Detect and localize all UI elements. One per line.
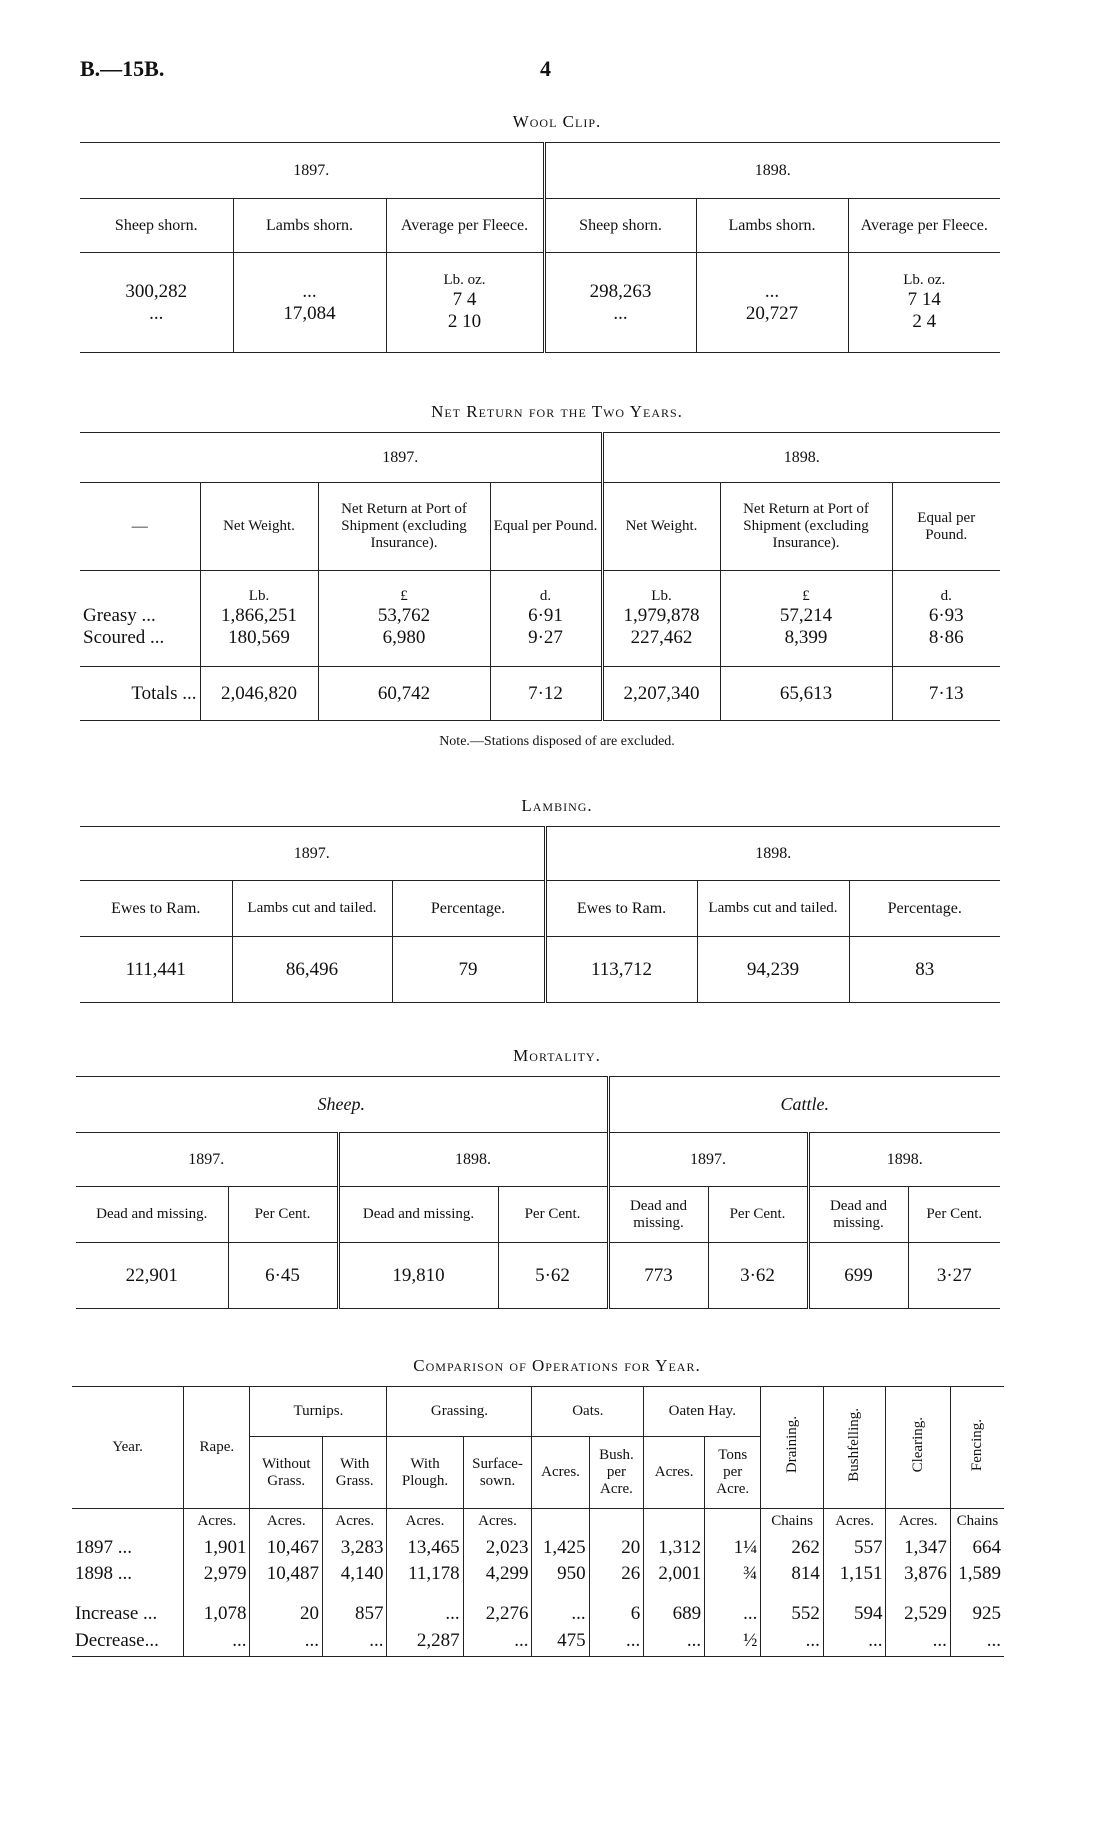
ops-cell: 2,001 (644, 1561, 705, 1587)
net-1897-weight-scoured: 180,569 (228, 627, 290, 648)
ops-cell: 11,178 (387, 1561, 463, 1587)
wool-header-sheep-1898: Sheep shorn. (544, 199, 696, 253)
wool-1898-sheep-other: ... (613, 302, 628, 324)
net-1898-weight-greasy: 1,979,878 (623, 605, 700, 626)
ops-cell: 1,312 (644, 1535, 705, 1561)
mortality-header-dead-s98: Dead and missing. (338, 1187, 498, 1243)
net-1898-return-cell (720, 571, 892, 667)
lambing-1898-ewes: 113,712 (545, 937, 697, 1003)
lambing-year-1898: 1898. (545, 827, 1000, 881)
lambing-1897-lambs: 86,496 (232, 937, 392, 1003)
wool-1897-sheep-other: ... (149, 302, 164, 324)
ops-unit-plough: Acres. (387, 1509, 463, 1535)
net-header-weight-1897: Net Weight. (200, 483, 318, 571)
ops-cell: ... (387, 1601, 463, 1627)
net-1897-equal-scoured: 9·27 (528, 627, 563, 648)
lambing-1897-pct: 79 (392, 937, 545, 1003)
net-label-scoured: Scoured ... (83, 627, 165, 648)
net-1897-return-cell (318, 571, 490, 667)
mortality-cattle-1897: 1897. (608, 1133, 808, 1187)
net-1898-return-scoured: 8,399 (784, 627, 828, 648)
ops-cell: ... (705, 1601, 761, 1627)
ops-cell: ¾ (705, 1561, 761, 1587)
ops-cell: 1,589 (950, 1561, 1004, 1587)
mortality-cattle-heading: Cattle. (608, 1077, 1000, 1133)
net-1898-equal-unit: d. (940, 588, 952, 604)
ops-cell: 1,901 (184, 1535, 250, 1561)
ops-cell: ... (184, 1627, 250, 1657)
ops-cell: 2,529 (886, 1601, 950, 1627)
net-1898-weight-scoured: 227,462 (630, 627, 693, 648)
ops-cell: 10,467 (250, 1535, 323, 1561)
ops-cell: 950 (532, 1561, 589, 1587)
ops-row-decrease (72, 1627, 1004, 1657)
net-header-equal-1898: Equal per Pound. (892, 483, 1000, 571)
ops-cell: 664 (950, 1535, 1004, 1561)
wool-1897-lambs-cell (233, 253, 386, 353)
lambing-header-lambs-1898: Lambs cut and tailed. (697, 881, 849, 937)
net-1898-return-greasy: 57,214 (779, 605, 833, 626)
net-1897-equal-cell (490, 571, 602, 667)
ops-row-label: 1897 ... (75, 1536, 132, 1558)
ops-cell: 1,151 (823, 1561, 886, 1587)
net-1897-equal-total: 7·12 (490, 667, 602, 721)
ops-unit-clearing: Acres. (886, 1509, 950, 1535)
ops-cell: ... (323, 1627, 387, 1657)
document-reference: B.—15B. (80, 56, 165, 81)
ops-cell: 594 (823, 1601, 886, 1627)
ops-cell: 1,347 (886, 1535, 950, 1561)
ops-cell: ... (250, 1627, 323, 1657)
net-1898-return-total: 65,613 (720, 667, 892, 721)
ops-unit-surface: Acres. (463, 1509, 532, 1535)
ops-header-with-plough: With Plough. (387, 1437, 463, 1509)
lambing-header-pct-1897: Percentage. (392, 881, 545, 937)
mortality-header-pct-s98: Per Cent. (498, 1187, 608, 1243)
wool-1897-avg-lambs: 2 10 (447, 311, 482, 332)
mortality-header-pct-c97: Per Cent. (708, 1187, 808, 1243)
ops-cell: ... (761, 1627, 824, 1657)
wool-1897-avg-sheep: 7 4 (452, 289, 477, 310)
net-1897-weight-cell (200, 571, 318, 667)
ops-cell: 3,876 (886, 1561, 950, 1587)
ops-cell: 13,465 (387, 1535, 463, 1561)
ops-cell: 857 (323, 1601, 387, 1627)
wool-1897-lambs-greasy: ... (302, 280, 317, 302)
wool-clip-table (80, 142, 1000, 353)
ops-row-label: Increase ... (75, 1602, 158, 1624)
ops-cell: 26 (589, 1561, 644, 1587)
ops-row-label: Decrease... (75, 1630, 159, 1652)
lambing-header-pct-1898: Percentage. (849, 881, 1000, 937)
net-1898-equal-total: 7·13 (892, 667, 1000, 721)
ops-cell: ... (886, 1627, 950, 1657)
lambing-header-lambs-1897: Lambs cut and tailed. (232, 881, 392, 937)
ops-cell: 2,979 (184, 1561, 250, 1587)
ops-unit-fencing: Chains (950, 1509, 1004, 1535)
net-1897-return-total: 60,742 (318, 667, 490, 721)
ops-header-bushfelling-cell (823, 1387, 886, 1509)
net-header-return-1897: Net Return at Port of Shipment (excluding Insurance). (318, 483, 490, 571)
wool-header-lambs-1898: Lambs shorn. (696, 199, 848, 253)
ops-cell: 552 (761, 1601, 824, 1627)
ops-header-oaten-hay: Oaten Hay. (644, 1387, 761, 1437)
wool-1898-avg-unit: Lb. oz. (903, 272, 946, 288)
ops-unit-blank (72, 1509, 184, 1535)
ops-cell: 10,487 (250, 1561, 323, 1587)
ops-header-turnips: Turnips. (250, 1387, 387, 1437)
wool-1897-sheep-cell (80, 253, 233, 353)
ops-header-rape: Rape. (184, 1387, 250, 1509)
wool-1898-lambs-greasy: ... (764, 280, 780, 302)
wool-clip-title: Wool Clip. (512, 112, 602, 131)
net-1898-equal-cell (892, 571, 1000, 667)
net-1897-weight-greasy: 1,866,251 (221, 605, 297, 626)
ops-cell: ... (532, 1601, 589, 1627)
net-1898-return-unit: £ (802, 588, 810, 604)
ops-cell: 1,078 (184, 1601, 250, 1627)
net-1898-weight-cell (602, 571, 720, 667)
wool-year-1898: 1898. (544, 143, 1000, 199)
ops-header-surface-sown: Surface-sown. (463, 1437, 532, 1509)
ops-cell: 557 (823, 1535, 886, 1561)
operations-title: Comparison of Operations for Year. (413, 1356, 701, 1375)
ops-header-grassing: Grassing. (387, 1387, 532, 1437)
ops-cell: 4,140 (323, 1561, 387, 1587)
ops-cell: 475 (532, 1627, 589, 1657)
ops-cell: 1,425 (532, 1535, 589, 1561)
net-1897-weight-total: 2,046,820 (200, 667, 318, 721)
wool-1897-avg-unit: Lb. oz. (443, 272, 486, 288)
page-number: 4 (540, 56, 551, 81)
mortality-sheep-heading: Sheep. (317, 1094, 365, 1114)
ops-header-hay-tons: Tons per Acre. (705, 1437, 761, 1509)
net-year-1897: 1897. (382, 448, 419, 466)
lambing-year-1897: 1897. (293, 844, 330, 862)
ops-unit-with: Acres. (323, 1509, 387, 1535)
net-header-return-1898: Net Return at Port of Shipment (excluding Insurance). (720, 483, 892, 571)
mortality-header-dead-c97: Dead and missing. (608, 1187, 708, 1243)
net-return-table (80, 432, 1000, 721)
mortality-header-dead-c98: Dead and missing. (808, 1187, 908, 1243)
ops-header-clearing: Clearing. (909, 1417, 926, 1473)
ops-cell: 6 (589, 1601, 644, 1627)
mortality-table (76, 1076, 1000, 1309)
ops-unit-rape: Acres. (184, 1509, 250, 1535)
net-1897-return-unit: £ (400, 588, 408, 604)
mortality-sheep-1898: 1898. (338, 1133, 608, 1187)
ops-cell: 20 (589, 1535, 644, 1561)
mortality-sheep-1897-dead: 22,901 (125, 1264, 178, 1286)
wool-header-avg-1897: Average per Fleece. (386, 199, 544, 253)
ops-row-1897 (72, 1535, 1004, 1561)
net-1898-weight-unit: Lb. (651, 588, 672, 604)
ops-cell: ½ (705, 1627, 761, 1657)
ops-row-label: 1898 ... (75, 1562, 132, 1584)
wool-1897-sheep-greasy: 300,282 (125, 280, 188, 302)
ops-cell: 814 (761, 1561, 824, 1587)
ops-cell: ... (823, 1627, 886, 1657)
ops-row-increase (72, 1601, 1004, 1627)
ops-header-oats-bush: Bush. per Acre. (589, 1437, 644, 1509)
mortality-cattle-1897-dead: 773 (608, 1243, 708, 1309)
mortality-header-pct-c98: Per Cent. (908, 1187, 1000, 1243)
ops-header-clearing-cell (886, 1387, 950, 1509)
wool-header-avg-1898: Average per Fleece. (848, 199, 1000, 253)
net-1898-equal-scoured: 8·86 (928, 627, 964, 648)
net-return-note: Note.—Stations disposed of are excluded. (439, 734, 675, 749)
net-1897-equal-greasy: 6·91 (528, 605, 563, 626)
lambing-header-ewes-1898: Ewes to Ram. (545, 881, 697, 937)
net-label-greasy: Greasy ... (83, 605, 156, 626)
wool-1898-sheep-cell (544, 253, 696, 353)
mortality-cattle-1898-dead: 699 (808, 1243, 908, 1309)
net-dash-header: — (131, 517, 148, 535)
net-return-title: Net Return for the Two Years. (431, 402, 683, 421)
ops-cell: 2,023 (463, 1535, 532, 1561)
wool-1898-avg-lambs: 2 4 (912, 311, 937, 332)
ops-cell: 925 (950, 1601, 1004, 1627)
mortality-cattle-1897-pct: 3·62 (708, 1243, 808, 1309)
wool-1898-sheep-greasy: 298,263 (589, 280, 652, 302)
wool-year-1897: 1897. (293, 161, 330, 179)
ops-header-draining: Draining. (783, 1416, 800, 1474)
mortality-sheep-1898-pct: 5·62 (498, 1243, 608, 1309)
ops-header-with-grass: With Grass. (323, 1437, 387, 1509)
net-blank-head (80, 433, 200, 483)
mortality-sheep-1897-pct: 6·45 (228, 1243, 338, 1309)
ops-header-without-grass: Without Grass. (250, 1437, 323, 1509)
ops-cell: 3,283 (323, 1535, 387, 1561)
ops-cell: 4,299 (463, 1561, 532, 1587)
ops-cell: 689 (644, 1601, 705, 1627)
wool-1898-lambs-other: 20,727 (745, 302, 799, 324)
lambing-table (80, 826, 1000, 1003)
ops-cell: 2,276 (463, 1601, 532, 1627)
wool-1898-lambs-cell (696, 253, 848, 353)
net-header-equal-1897: Equal per Pound. (490, 483, 602, 571)
mortality-header-pct-s97: Per Cent. (228, 1187, 338, 1243)
ops-header-oats: Oats. (532, 1387, 644, 1437)
net-1897-equal-unit: d. (539, 588, 552, 604)
ops-header-fencing-cell (950, 1387, 1004, 1509)
net-1897-return-greasy: 53,762 (377, 605, 431, 626)
lambing-title: Lambing. (521, 796, 593, 815)
wool-1898-avg-sheep: 7 14 (907, 289, 941, 310)
lambing-1898-lambs: 94,239 (697, 937, 849, 1003)
mortality-header-dead-s97: Dead and missing. (96, 1206, 208, 1222)
net-1898-equal-greasy: 6·93 (928, 605, 964, 626)
ops-header-oats-acres: Acres. (532, 1437, 589, 1509)
wool-header-lambs-1897: Lambs shorn. (233, 199, 386, 253)
ops-unit-draining: Chains (761, 1509, 824, 1535)
wool-1897-lambs-other: 17,084 (283, 302, 336, 324)
mortality-sheep-1898-dead: 19,810 (338, 1243, 498, 1309)
net-1897-weight-unit: Lb. (248, 588, 270, 604)
ops-row-1898 (72, 1561, 1004, 1587)
net-1897-return-scoured: 6,980 (382, 627, 426, 648)
ops-header-bushfelling: Bushfelling. (846, 1408, 863, 1482)
net-header-weight-1898: Net Weight. (602, 483, 720, 571)
ops-cell: 262 (761, 1535, 824, 1561)
mortality-sheep-1897: 1897. (188, 1150, 225, 1168)
wool-1897-avg-cell (386, 253, 544, 353)
lambing-header-ewes-1897: Ewes to Ram. (111, 899, 201, 917)
net-year-1898: 1898. (602, 433, 1000, 483)
ops-cell: ... (463, 1627, 532, 1657)
ops-unit-without: Acres. (250, 1509, 323, 1535)
wool-1898-avg-cell (848, 253, 1000, 353)
operations-table (72, 1386, 1004, 1657)
ops-header-year: Year. (112, 1439, 143, 1455)
ops-header-fencing: Fencing. (968, 1418, 985, 1472)
lambing-1897-ewes: 111,441 (125, 958, 186, 980)
lambing-1898-pct: 83 (849, 937, 1000, 1003)
wool-header-sheep-1897: Sheep shorn. (114, 216, 198, 234)
ops-header-hay-acres: Acres. (644, 1437, 705, 1509)
net-label-totals: Totals ... (131, 682, 197, 704)
mortality-cattle-1898-pct: 3·27 (908, 1243, 1000, 1309)
ops-cell: 20 (250, 1601, 323, 1627)
net-1898-weight-total: 2,207,340 (602, 667, 720, 721)
mortality-title: Mortality. (513, 1046, 601, 1065)
ops-cell: ... (589, 1627, 644, 1657)
net-row-labels (80, 571, 200, 667)
ops-cell: ... (950, 1627, 1004, 1657)
ops-header-draining-cell (761, 1387, 824, 1509)
ops-cell: ... (644, 1627, 705, 1657)
ops-cell: 2,287 (387, 1627, 463, 1657)
mortality-cattle-1898: 1898. (808, 1133, 1000, 1187)
ops-cell: 1¼ (705, 1535, 761, 1561)
ops-unit-bushfelling: Acres. (823, 1509, 886, 1535)
